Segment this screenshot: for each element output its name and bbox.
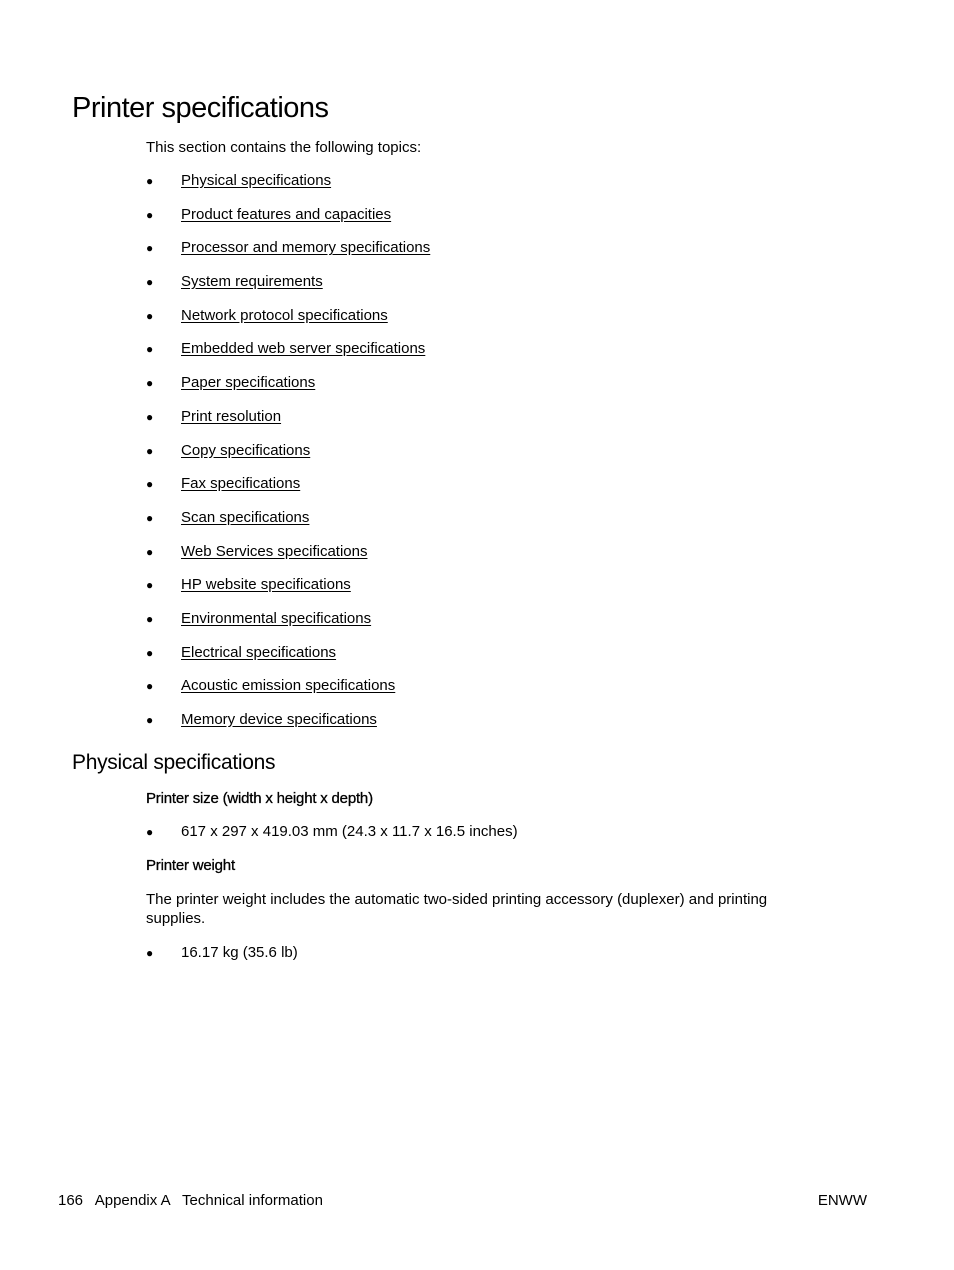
list-item	[146, 542, 430, 576]
list-item	[146, 710, 430, 744]
page-footer-left	[58, 1191, 323, 1211]
topic-link-embedded-web-server[interactable]: Embedded web server specifications	[181, 340, 426, 358]
printer-weight-text: 16.17 kg (35.6 lb)	[181, 944, 298, 961]
footer-locale: ENWW	[817, 1192, 867, 1209]
topic-link-copy-specifications[interactable]: Copy specifications	[181, 441, 311, 459]
list-item	[146, 575, 430, 609]
topic-link-print-resolution[interactable]: Print resolution	[181, 407, 282, 425]
bullet-icon: ●	[146, 409, 154, 424]
intro-text: This section contains the following topics:	[146, 139, 422, 156]
bullet-icon: ●	[146, 946, 154, 960]
bullet-icon: ●	[146, 477, 154, 492]
list-item	[146, 171, 430, 205]
bullet-icon: ●	[146, 510, 154, 525]
topic-link-fax-specifications[interactable]: Fax specifications	[181, 475, 301, 493]
footer-chapter-title: Technical information	[182, 1192, 323, 1209]
topic-link-paper-specifications[interactable]: Paper specifications	[181, 374, 316, 392]
list-item	[146, 339, 430, 373]
bullet-icon: ●	[146, 376, 154, 391]
topic-list	[146, 171, 430, 744]
list-item	[146, 272, 430, 306]
topic-link-memory-device[interactable]: Memory device specifications	[181, 711, 377, 728]
list-item	[146, 205, 430, 239]
bullet-icon: ●	[146, 825, 154, 839]
page-number: 166	[58, 1192, 84, 1209]
list-item	[146, 643, 430, 677]
bullet-icon: ●	[146, 679, 154, 694]
topic-link-web-services[interactable]: Web Services specifications	[181, 542, 368, 560]
printer-size-text: 617 x 297 x 419.03 mm (24.3 x 11.7 x 16.5 inches)	[181, 823, 518, 840]
topic-link-physical-specifications[interactable]: Physical specifications	[181, 172, 332, 189]
bullet-icon: ●	[146, 207, 154, 222]
printer-size-label: Printer size (width x height x depth)	[146, 790, 373, 807]
page-title: Printer specifications	[72, 92, 329, 124]
list-item	[146, 306, 430, 340]
list-item	[146, 508, 430, 542]
topic-link-acoustic-emission[interactable]: Acoustic emission specifications	[181, 677, 396, 695]
bullet-icon: ●	[146, 443, 154, 458]
topic-link-environmental[interactable]: Environmental specifications	[181, 609, 372, 627]
topic-link-network-protocol[interactable]: Network protocol specifications	[181, 306, 388, 324]
bullet-icon: ●	[146, 241, 154, 256]
topic-link-hp-website[interactable]: HP website specifications	[181, 576, 351, 594]
topic-link-processor-memory[interactable]: Processor and memory specifications	[181, 239, 431, 257]
list-item	[146, 407, 430, 441]
topic-link-electrical[interactable]: Electrical specifications	[181, 643, 337, 661]
printer-weight-label: Printer weight	[146, 857, 235, 874]
topic-link-scan-specifications[interactable]: Scan specifications	[181, 508, 310, 526]
bullet-icon: ●	[146, 544, 154, 559]
topic-link-product-features[interactable]: Product features and capacities	[181, 205, 392, 223]
list-item	[146, 373, 430, 407]
printer-size-value	[146, 822, 518, 842]
list-item	[146, 238, 430, 272]
list-item	[146, 609, 430, 643]
list-item	[146, 676, 430, 710]
bullet-icon: ●	[146, 342, 154, 357]
footer-chapter: Appendix A	[94, 1192, 170, 1209]
topic-link-system-requirements[interactable]: System requirements	[181, 273, 323, 291]
bullet-icon: ●	[146, 308, 154, 323]
printer-weight-value	[146, 943, 298, 963]
bullet-icon: ●	[146, 611, 154, 626]
bullet-icon: ●	[146, 713, 154, 727]
bullet-icon: ●	[146, 174, 154, 188]
list-item	[146, 474, 430, 508]
printer-weight-description: The printer weight includes the automatic two-sided printing accessory (duplexer) and printing supplies.	[146, 891, 768, 927]
bullet-icon: ●	[146, 645, 154, 660]
section-heading-physical: Physical specifications	[72, 751, 276, 774]
bullet-icon: ●	[146, 578, 154, 593]
list-item	[146, 441, 430, 475]
bullet-icon: ●	[146, 275, 154, 290]
